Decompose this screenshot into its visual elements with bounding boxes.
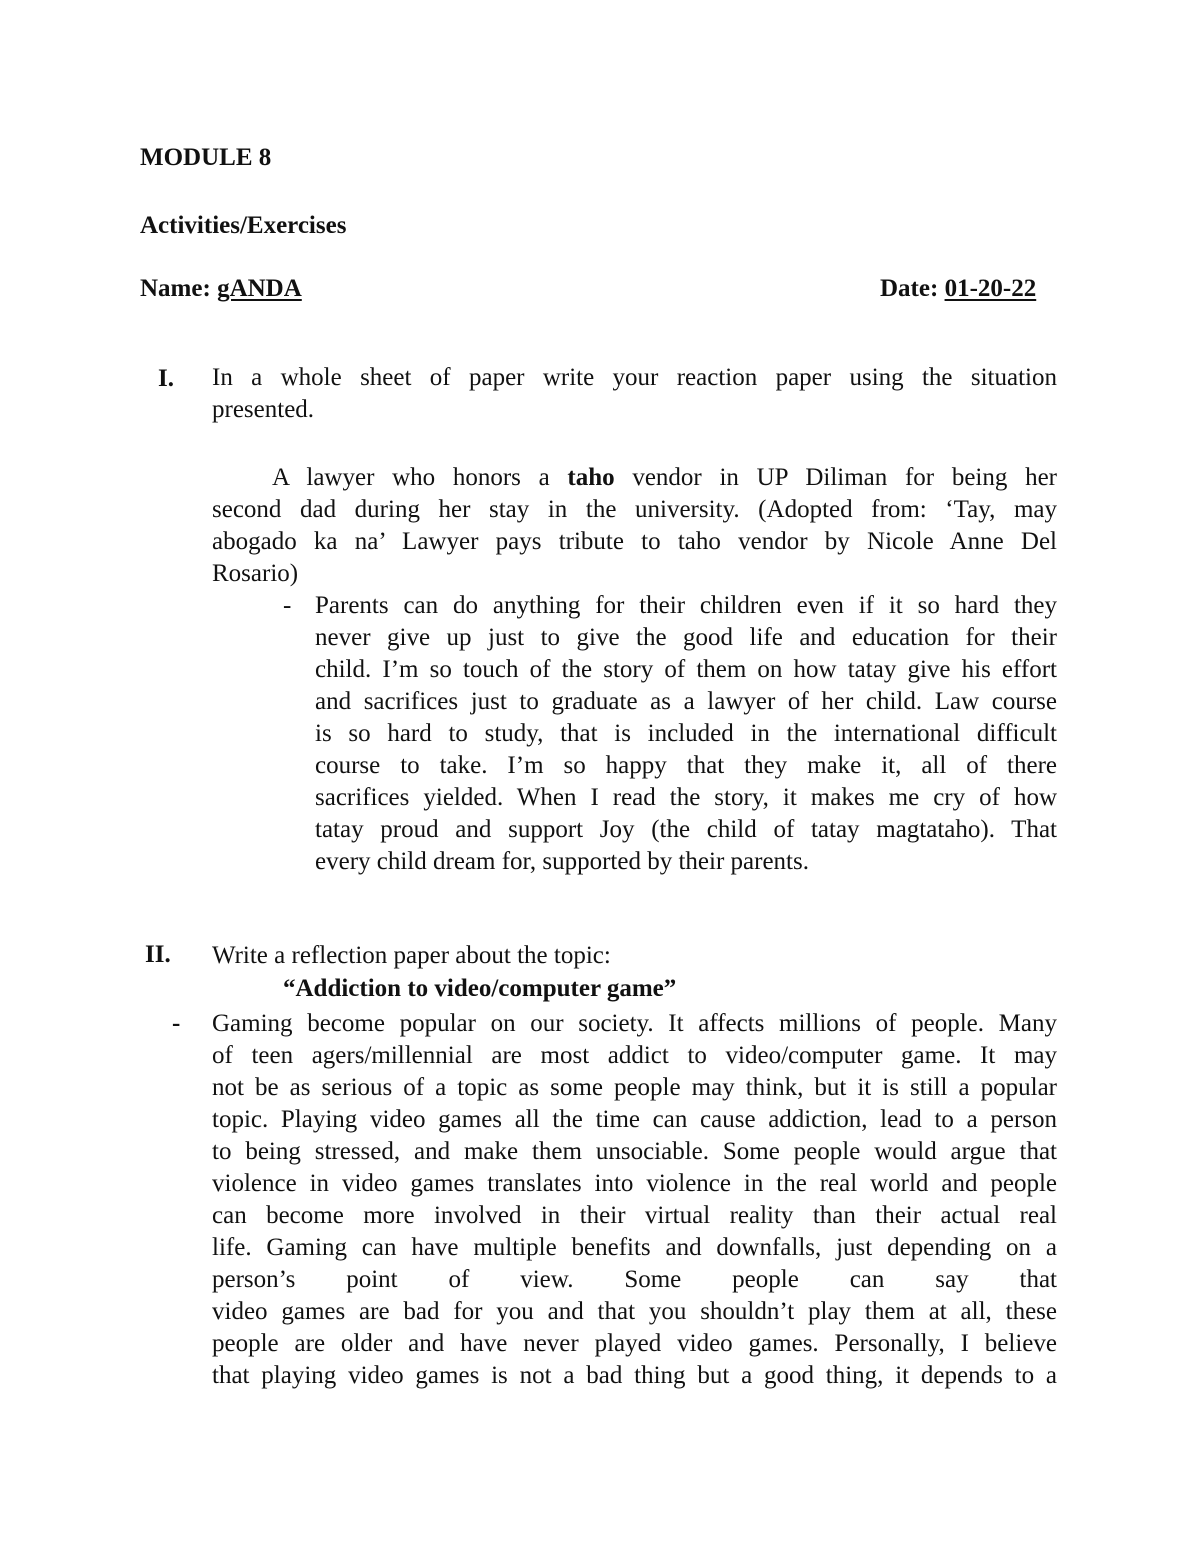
reaction-line: Parents can do anything for their children even if it so hard they [315,592,1057,619]
part-one-instruction [212,362,1057,426]
name-label: Name: [140,275,211,302]
instruction-line: In a whole sheet of paper write your reaction paper using the situation [212,364,1057,391]
part-two-numeral: II. [145,941,171,968]
situation-line: abogado ka na’ Lawyer pays tribute to taho vendor by Nicole Anne Del [212,528,1057,555]
reaction-paragraph [315,590,1057,878]
reflection-line: not be as serious of a topic as some people may think, but it is still a popular [212,1074,1057,1101]
reflection-paragraph [212,1008,1057,1392]
reflection-line: topic. Playing video games all the time can cause addiction, lead to a person [212,1106,1057,1133]
section-title: Activities/Exercises [140,212,347,239]
situation-line: second dad during her stay in the university. (Adopted from: ‘Tay, may [212,496,1057,523]
reflection-line: person’s point of view. Some people can say that [212,1266,1057,1293]
reaction-line: tatay proud and support Joy (the child of tatay magtataho). That [315,816,1057,843]
reaction-line: is so hard to study, that is included in the international difficult [315,720,1057,747]
situation-text [212,462,1057,590]
name-value: gANDA [217,275,302,302]
situation-line: Rosario) [212,560,299,587]
reflection-line: people are older and have never played video games. Personally, I believe [212,1330,1057,1357]
reflection-bullet: - [172,1010,181,1037]
taho-bold: taho [567,464,615,491]
reaction-line: sacrifices yielded. When I read the story, it makes me cry of how [315,784,1057,811]
part-two-instruction: Write a reflection paper about the topic: [212,942,611,969]
reflection-line: that playing video games is not a bad thing but a good thing, it depends to a [212,1362,1057,1389]
reflection-line: video games are bad for you and that you shouldn’t play them at all, these [212,1298,1057,1325]
date-value: 01-20-22 [944,275,1037,302]
name-row [140,275,302,303]
reaction-line: and sacrifices just to graduate as a lawyer of her child. Law course [315,688,1057,715]
situation-line: A lawyer who honors a taho vendor in UP Diliman for being her [272,464,1057,491]
reaction-line: child. I’m so touch of the story of them on how tatay give his effort [315,656,1057,683]
reaction-bullet: - [283,592,292,619]
part-one-numeral: I. [158,365,174,392]
reflection-topic: “Addiction to video/computer game” [283,975,677,1002]
reflection-line: to being stressed, and make them unsociable. Some people would argue that [212,1138,1057,1165]
reflection-line: of teen agers/millennial are most addict to video/computer game. It may [212,1042,1057,1069]
reaction-line: every child dream for, supported by their parents. [315,848,809,875]
module-title: MODULE 8 [140,144,272,171]
reflection-line: can become more involved in their virtual reality than their actual real [212,1202,1057,1229]
reflection-line: life. Gaming can have multiple benefits and downfalls, just depending on a [212,1234,1057,1261]
instruction-line: presented. [212,396,315,423]
date-row [880,275,1036,303]
reflection-line: violence in video games translates into violence in the real world and people [212,1170,1057,1197]
date-label: Date: [880,275,939,302]
reaction-line: never give up just to give the good life and education for their [315,624,1057,651]
reaction-line: course to take. I’m so happy that they make it, all of there [315,752,1057,779]
reflection-line: Gaming become popular on our society. It affects millions of people. Many [212,1010,1057,1037]
